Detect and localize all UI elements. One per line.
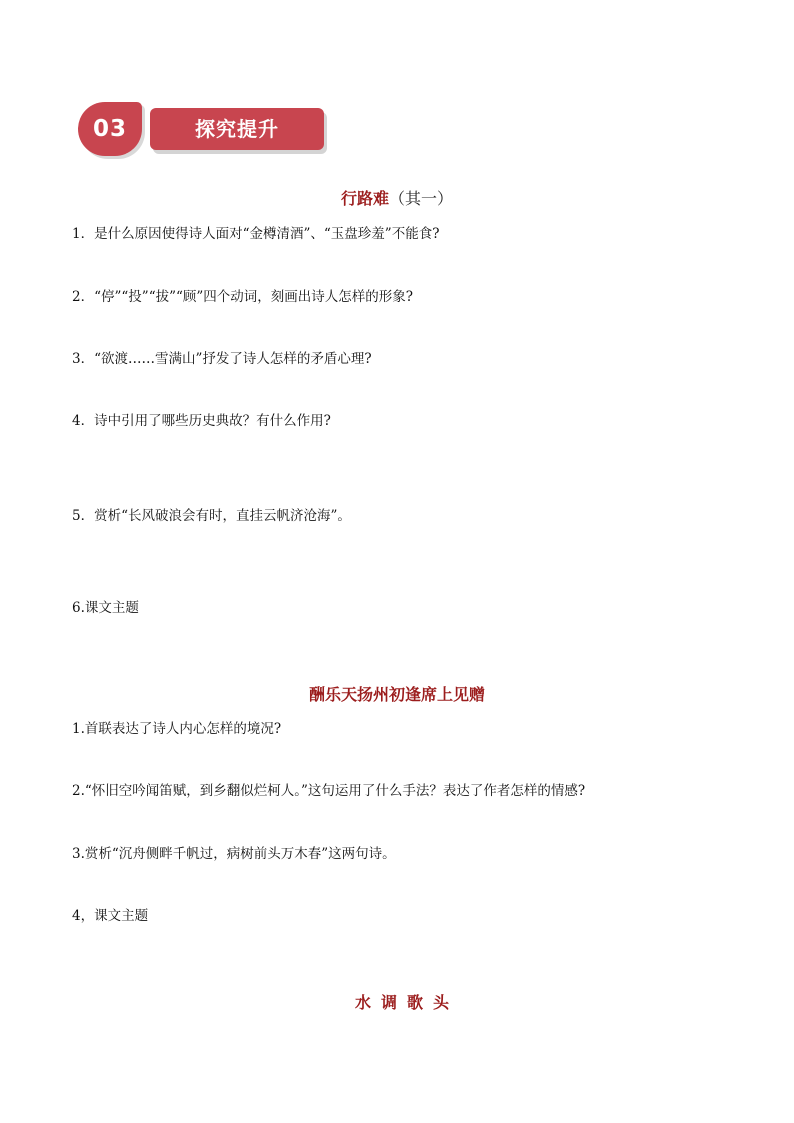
poem-title-shuidiaogetou — [0, 990, 794, 1013]
poem-title-text: 水调歌头 — [354, 993, 459, 1012]
poem-title-xinglunan — [0, 186, 794, 209]
poem-title-text: 行路难 — [340, 189, 389, 208]
poem-subtitle: （其一） — [389, 189, 454, 208]
question-item: 6.课文主题 — [72, 600, 139, 616]
question-item: 2.“怀旧空吟闻笛赋，到乡翻似烂柯人。”这句运用了什么手法？表达了作者怎样的情感? — [72, 783, 586, 799]
question-item: 4，课文主题 — [72, 908, 149, 924]
question-item: 4．诗中引用了哪些历史典故？有什么作用? — [72, 413, 331, 429]
question-item: 3．“欲渡……雪满山”抒发了诗人怎样的矛盾心理? — [72, 351, 372, 367]
question-item: 1．是什么原因使得诗人面对“金樽清酒”、“玉盘珍羞”不能食? — [72, 226, 440, 242]
section-title: 探究提升 — [195, 117, 279, 141]
question-item: 3.赏析“沉舟侧畔千帆过，病树前头万木春”这两句诗。 — [72, 846, 396, 862]
question-item: 1.首联表达了诗人内心怎样的境况? — [72, 721, 282, 737]
section-number: 03 — [92, 116, 127, 142]
section-title-banner — [150, 108, 324, 150]
poem-title-text: 酬乐天扬州初逢席上见赠 — [308, 685, 485, 704]
question-item: 2．“停”“投”“拔”“顾”四个动词，刻画出诗人怎样的形象? — [72, 289, 414, 305]
question-item: 5．赏析“长风破浪会有时，直挂云帆济沧海”。 — [72, 508, 351, 524]
poem-title-chouletian — [0, 682, 794, 705]
section-number-badge — [78, 102, 142, 156]
